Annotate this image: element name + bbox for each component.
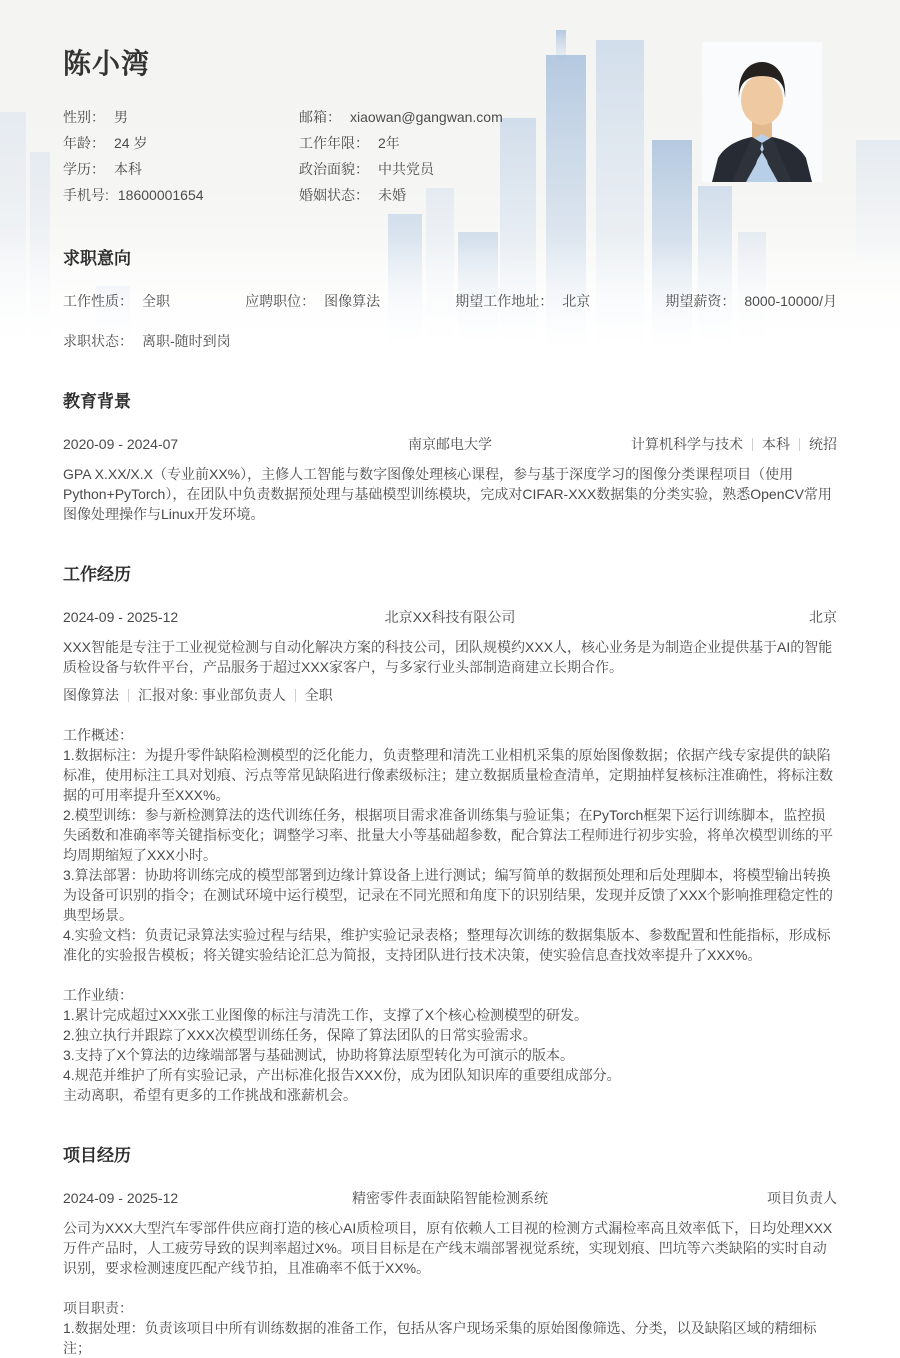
info-political-status-label: 政治面貌： bbox=[299, 161, 369, 177]
work-meta-row bbox=[63, 607, 837, 627]
info-work-years-label: 工作年限： bbox=[299, 135, 369, 151]
education-period: 2020-09 - 2024-07 bbox=[63, 436, 179, 452]
project-title: 项目经历 bbox=[63, 1146, 131, 1165]
field-expected-salary-value: 8000-10000/月 bbox=[744, 293, 837, 309]
project-background: 公司为XXX大型汽车零部件供应商打造的核心AI质检项目，原有依赖人工目视的检测方式漏检率高且效率低下，日均处理XXX万件产品时，人工疲劳导致的误判率超过X%。项目目标是在产线末端部署视觉系统，实现划痕、凹坑等六类缺陷的实时自动识别，要求检测速度匹配产线节拍，且准确率不低于XX%。 bbox=[63, 1220, 833, 1276]
candidate-name: 陈小湾 bbox=[63, 48, 151, 79]
info-phone-label: 手机号: bbox=[63, 187, 109, 203]
project-duty-item: 1.数据处理：负责该项目中所有训练数据的准备工作，包括从客户现场采集的原始图像筛选、分类，以及缺陷区域的精细标注； bbox=[63, 1320, 817, 1356]
field-job-status bbox=[63, 331, 837, 351]
field-job-nature bbox=[63, 291, 170, 311]
info-marital-status-value: 未婚 bbox=[378, 187, 406, 203]
field-job-status-label: 求职状态： bbox=[63, 333, 133, 349]
info-age bbox=[63, 133, 299, 153]
project-name: 精密零件表面缺陷智能检测系统 bbox=[352, 1190, 548, 1206]
info-gender-value: 男 bbox=[114, 109, 128, 125]
education-description: GPA X.XX/X.X（专业前XX%），主修人工智能与数字图像处理核心课程，参与基于深度学习的图像分类课程项目（使用Python+PyTorch），在团队中负责数据预处理与基础模型训练模块，完成对CIFAR-XXX数据集的分类实验，熟悉OpenCV常用图像处理操作与Linux开发环境。 bbox=[63, 466, 832, 522]
work-achievement-item: 3.支持了X个算法的边缘端部署与基础测试，协助将算法原型转化为可演示的版本。 bbox=[63, 1047, 575, 1063]
education-title: 教育背景 bbox=[63, 392, 131, 411]
work-achievements-block bbox=[63, 985, 837, 1085]
work-overview-item: 3.算法部署：协助将训练完成的模型部署到边缘计算设备上进行测试；编写简单的数据预处理和后处理脚本，将模型输出转换为设备可识别的指令；在测试环境中运行模型，记录在不同光照和角度下的识别结果，发现并反馈了XXX个影响推理稳定性的典型场景。 bbox=[63, 867, 834, 923]
info-political-status-value: 中共党员 bbox=[378, 161, 434, 177]
work-report-to: 汇报对象: 事业部负责人 bbox=[138, 687, 286, 703]
section-job-intention bbox=[63, 244, 837, 351]
info-marital-status bbox=[299, 185, 837, 205]
education-school: 南京邮电大学 bbox=[408, 436, 492, 452]
section-project-experience bbox=[63, 1141, 837, 1358]
work-title: 工作经历 bbox=[63, 565, 131, 584]
separator bbox=[799, 438, 800, 451]
work-overview-item: 4.实验文档：负责记录算法实验过程与结果，维护实验记录表格；整理每次训练的数据集版本、参数配置和性能指标，形成标准化的实验报告模板；将关键实验结论汇总为简报，支持团队进行技术决策，使实验信息查找效率提升了XXX%。 bbox=[63, 927, 831, 963]
info-phone-value: 18600001654 bbox=[117, 187, 204, 203]
info-age-value: 24 岁 bbox=[114, 135, 148, 151]
work-company: 北京XX科技有限公司 bbox=[384, 609, 516, 625]
work-overview-title: 工作概述： bbox=[63, 727, 133, 743]
info-gender-label: 性别： bbox=[63, 109, 105, 125]
project-duties-block bbox=[63, 1298, 837, 1358]
field-job-nature-label: 工作性质： bbox=[63, 293, 133, 309]
info-education bbox=[63, 159, 299, 179]
field-target-city-label: 期望工作地址： bbox=[455, 293, 554, 309]
education-major: 计算机科学与技术 bbox=[631, 436, 743, 452]
work-period: 2024-09 - 2025-12 bbox=[63, 609, 179, 625]
field-job-nature-value: 全职 bbox=[142, 293, 170, 309]
work-achievement-item: 1.累计完成超过XXX张工业图像的标注与清洗工作，支撑了X个核心检测模型的研发。 bbox=[63, 1007, 589, 1023]
info-phone bbox=[63, 185, 299, 205]
education-enroll-type: 统招 bbox=[809, 436, 837, 452]
field-expected-salary-label: 期望薪资： bbox=[665, 293, 736, 309]
info-email-value: xiaowan@gangwan.com bbox=[350, 109, 503, 125]
work-job-type: 全职 bbox=[304, 687, 333, 703]
field-target-position bbox=[245, 291, 380, 311]
info-marital-status-label: 婚姻状态： bbox=[299, 187, 369, 203]
job-intention-title: 求职意向 bbox=[63, 249, 131, 268]
info-education-label: 学历： bbox=[63, 161, 105, 177]
section-education bbox=[63, 387, 837, 524]
work-overview-item: 1.数据标注：为提升零件缺陷检测模型的泛化能力，负责整理和清洗工业相机采集的原始图像数据；依据产线专家提供的缺陷标准，使用标注工具对划痕、污点等常见缺陷进行像素级标注；建立数据质量检查清单，定期抽样复核标注准确性，将标注数据的可用率提升至XXX%。 bbox=[63, 747, 833, 803]
info-work-years-value: 2年 bbox=[378, 135, 400, 151]
separator bbox=[752, 438, 753, 451]
job-intention-fields bbox=[63, 291, 837, 311]
field-job-status-value: 离职-随时到岗 bbox=[142, 333, 231, 349]
work-company-intro: XXX智能是专注于工业视觉检测与自动化解决方案的科技公司，团队规模约XXX人，核心业务是为制造企业提供基于AI的智能质检设备与软件平台，产品服务于超过XXX家客户，与多家行业头部制造商建立长期合作。 bbox=[63, 639, 833, 675]
work-position: 图像算法 bbox=[63, 687, 119, 703]
work-overview-item: 2.模型训练：参与新检测算法的迭代训练任务，根据项目需求准备训练集与验证集；在PyTorch框架下运行训练脚本，监控损失函数和准确率等关键指标变化；调整学习率、批量大小等基础超参数，配合算法工程师进行初步实验，将单次模型训练的平均周期缩短了XXX小时。 bbox=[63, 807, 833, 863]
section-work-experience bbox=[63, 560, 837, 1105]
work-overview-block bbox=[63, 725, 837, 965]
field-target-city bbox=[455, 291, 590, 311]
project-period: 2024-09 - 2025-12 bbox=[63, 1190, 179, 1206]
work-leave-reason: 主动离职，希望有更多的工作挑战和涨薪机会。 bbox=[63, 1087, 357, 1103]
education-degree: 本科 bbox=[762, 436, 790, 452]
field-expected-salary bbox=[665, 291, 837, 311]
separator bbox=[128, 689, 129, 702]
field-target-position-value: 图像算法 bbox=[324, 293, 381, 309]
field-target-city-value: 北京 bbox=[562, 293, 591, 309]
work-achievement-item: 2.独立执行并跟踪了XXX次模型训练任务，保障了算法团队的日常实验需求。 bbox=[63, 1027, 537, 1043]
info-gender bbox=[63, 107, 299, 127]
education-detail bbox=[492, 434, 837, 454]
info-email-label: 邮箱： bbox=[299, 109, 341, 125]
education-meta-row bbox=[63, 434, 837, 454]
info-education-value: 本科 bbox=[114, 161, 142, 177]
project-duties-title: 项目职责： bbox=[63, 1300, 133, 1316]
work-location: 北京 bbox=[809, 609, 837, 625]
field-target-position-label: 应聘职位： bbox=[245, 293, 316, 309]
project-meta-row bbox=[63, 1188, 837, 1208]
project-role: 项目负责人 bbox=[767, 1190, 837, 1206]
work-position-row bbox=[63, 685, 837, 705]
separator bbox=[295, 689, 296, 702]
profile-photo-image bbox=[702, 42, 822, 182]
work-achievement-item: 4.规范并维护了所有实验记录，产出标准化报告XXX份，成为团队知识库的重要组成部分。 bbox=[63, 1067, 621, 1083]
info-age-label: 年龄： bbox=[63, 135, 105, 151]
work-achievements-title: 工作业绩： bbox=[63, 987, 133, 1003]
profile-photo bbox=[702, 42, 822, 182]
